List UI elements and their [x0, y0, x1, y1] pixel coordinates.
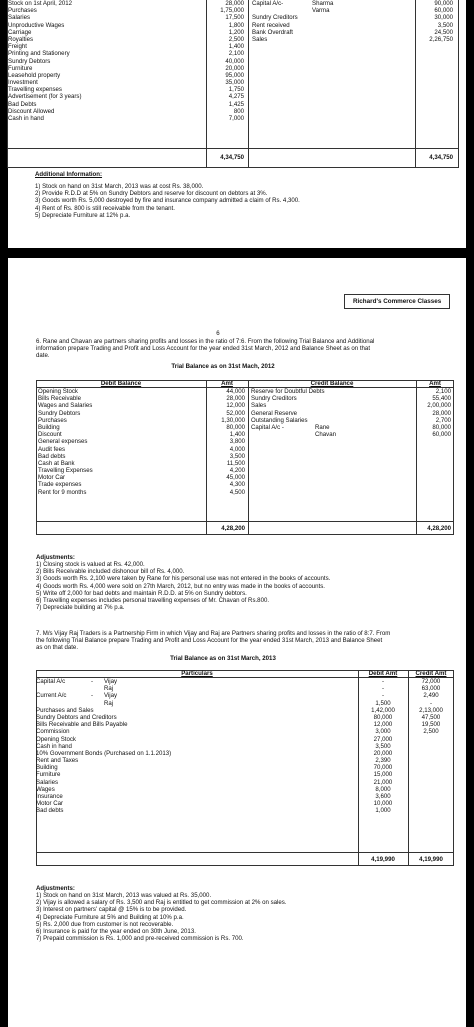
credit-row-label: General Reserve — [251, 409, 298, 417]
debit-row-amount: 17,500 — [225, 14, 244, 22]
row-particulars: Motor Car — [36, 800, 64, 808]
adjustment-item: 2) Bills Receivable included dishonour bill of Rs. 4,000. — [36, 568, 185, 576]
row-particulars: Salaries — [36, 778, 59, 786]
adjustment-item: 7) Prepaid commission is Rs. 1,000 and pre-received commission is Rs. 700. — [36, 935, 244, 943]
adjustment-item: 1) Stock on hand on 31st March, 2013 was valued at Rs. 35,000. — [36, 892, 212, 899]
debit-row-amount: 1,200 — [228, 28, 244, 36]
credit-row-label: Reserve for Doubtful Debts — [251, 388, 325, 395]
row-partner — [104, 771, 144, 778]
additional-info-heading: Additional Information: — [35, 171, 103, 178]
credit-row-partner — [312, 29, 372, 36]
debit-row-label: Travelling Expenses — [38, 467, 93, 475]
debit-row-label: Motor Car — [38, 474, 66, 482]
credit-row-partner — [315, 395, 375, 402]
row-debit-amount: 12,000 — [373, 721, 393, 729]
row-particulars: Building — [36, 764, 58, 772]
adjustment-item: 7) Depreciate building at 7% p.a. — [36, 604, 125, 612]
debit-row-amount: 7,000 — [228, 115, 244, 122]
row-credit-amount — [408, 750, 454, 757]
row-particulars: Bills Receivable and Bills Payable — [36, 721, 128, 729]
row-debit-amount: 8,000 — [375, 785, 391, 793]
row-dash — [91, 807, 101, 814]
debit-row-amount: 4,300 — [229, 481, 245, 489]
credit-row-amount: 80,000 — [432, 423, 451, 431]
row-particulars: Bad debts — [36, 807, 64, 815]
debit-row-amount: 1,800 — [228, 21, 244, 29]
credit-row-partner — [315, 417, 375, 424]
question-6-text — [36, 338, 374, 360]
row-debit-amount: 2,390 — [375, 757, 391, 765]
row-particulars — [36, 685, 276, 692]
debit-row-label: Trade expenses — [38, 481, 82, 489]
credit-row-label: Sundry Creditors — [251, 395, 297, 403]
row-partner: Vijay — [104, 678, 118, 685]
row-partner: Raj — [104, 685, 114, 693]
credit-row-label: Sales — [251, 402, 267, 410]
credit-row-partner — [312, 14, 372, 21]
credit-row-amount: 2,26,750 — [429, 35, 453, 43]
debit-row-amount: 1,400 — [228, 43, 244, 51]
row-credit-amount — [408, 736, 454, 743]
adjustment-item: 3) Goods worth Rs. 2,100 were taken by Rane for his personal use was not entered in the books of accounts. — [36, 575, 331, 583]
row-dash — [91, 714, 101, 721]
row-debit-amount: 1,42,000 — [371, 706, 395, 714]
row-credit-amount — [408, 779, 454, 786]
credit-total: 4,34,750 — [429, 154, 453, 161]
row-partner — [104, 757, 144, 764]
credit-row-amount: 60,000 — [434, 7, 453, 15]
row-debit-amount: 1,000 — [375, 807, 391, 815]
row-credit-amount: 72,000 — [421, 678, 441, 685]
debit-row-label: Discount — [38, 431, 62, 439]
adjustment-item: 2) Vijay is allowed a salary of Rs. 3,500 and Raj is entitled to get commission at 2% on sales. — [36, 899, 287, 907]
question-text-line: information prepare Trading and Profit and Loss Account for the year ended 31st March, 2012 and Balance Sheet as on that — [36, 345, 371, 353]
row-dash — [91, 721, 101, 728]
debit-row-amount: 20,000 — [225, 64, 244, 72]
page-number: 6 — [216, 330, 220, 337]
debit-row-label: Audit fees — [38, 445, 66, 453]
row-particulars: Insurance — [36, 793, 63, 800]
additional-info-item: 5) Depreciate Furniture at 12% p.a. — [35, 211, 131, 219]
question-7-text — [36, 630, 390, 652]
debit-row-amount: 11,500 — [226, 459, 245, 467]
debit-row-amount: 4,000 — [229, 445, 245, 453]
debit-row-label: Advertisement (for 3 years) — [8, 93, 82, 101]
debit-row-label: Building — [38, 423, 60, 431]
question-text-line: the following Trial Balance prepare Trading and Profit and Loss Account for the year ended 31st March, 2013 and Balance Sheet — [36, 637, 383, 645]
debit-row-label: Wages and Salaries — [38, 402, 93, 410]
row-debit-amount: 10,000 — [373, 800, 393, 808]
q7-credit-total: 4,19,990 — [419, 856, 443, 863]
q7-table-title: Trial Balance as on 31st March, 2013 — [170, 655, 276, 662]
debit-row-label: Bills Receivable — [38, 395, 82, 403]
q6-header-debit: Debit Balance — [100, 380, 142, 387]
debit-row-label: Travelling expenses — [8, 86, 62, 94]
row-particulars: Wages — [36, 785, 55, 793]
row-particulars: Cash in hand — [36, 742, 72, 750]
row-credit-amount — [408, 743, 454, 750]
credit-row-label: Sundry Creditors — [252, 14, 298, 22]
credit-row-amount: 2,100 — [435, 388, 451, 395]
debit-row-label: Sundry Debtors — [38, 409, 81, 417]
row-dash — [91, 736, 101, 743]
adjustment-item: 6) Travelling expenses includes personal travelling expenses of Mr. Chavan of Rs.800. — [36, 597, 270, 605]
row-partner — [104, 807, 144, 814]
debit-row-label: Cash at Bank — [38, 459, 75, 467]
adjustment-item: 6) Insurance is paid for the year ended on 30th June, 2013. — [36, 928, 196, 936]
row-partner — [104, 786, 144, 793]
credit-row-partner: Sharma — [312, 0, 334, 7]
q7-debit-total: 4,19,990 — [371, 856, 395, 863]
row-dash — [91, 728, 101, 735]
debit-row-amount: 4,500 — [229, 488, 245, 496]
row-dash — [91, 700, 101, 707]
row-debit-amount: 80,000 — [373, 713, 393, 721]
debit-row-amount: 1,750 — [228, 86, 244, 94]
debit-row-amount: 12,000 — [226, 402, 245, 410]
row-credit-amount: 2,13,000 — [419, 706, 443, 714]
debit-row-amount: 1,30,000 — [221, 416, 245, 424]
debit-row-amount: 4,200 — [229, 467, 245, 475]
debit-row-label: Leasehold property — [8, 71, 61, 79]
row-partner — [104, 800, 144, 807]
q7-header-debit: Debit Amt — [368, 670, 398, 677]
credit-row-partner: Rane — [315, 423, 330, 431]
row-dash — [91, 800, 101, 807]
debit-row-amount: 2,500 — [228, 35, 244, 43]
credit-row-partner — [315, 410, 375, 417]
row-debit-amount: 1,500 — [375, 699, 391, 707]
adjustment-item: 1) Closing stock is valued at Rs. 42,000. — [36, 561, 145, 568]
debit-row-amount: 1,400 — [229, 431, 245, 439]
q6-adjustments-heading: Adjustments: — [36, 554, 75, 561]
q6-debit-total: 4,28,200 — [221, 525, 245, 532]
row-credit-amount — [408, 800, 454, 807]
debit-row-label: Unproductive Wages — [8, 21, 65, 29]
adjustment-item: 4) Depreciate Furniture at 5% and Building at 10% p.a. — [36, 913, 184, 921]
credit-row-amount: 24,500 — [434, 28, 453, 36]
debit-row-amount: 28,000 — [225, 0, 244, 7]
credit-row-amount: 90,000 — [434, 0, 453, 7]
debit-row-label: Royalties — [8, 35, 34, 43]
question-text-line: date. — [36, 352, 50, 360]
debit-row-amount: 45,000 — [226, 474, 245, 482]
row-particulars: Commission — [36, 728, 70, 736]
row-credit-amount: 47,500 — [421, 713, 441, 721]
debit-row-label: Freight — [8, 43, 27, 51]
q7-adjustments-heading: Adjustments: — [36, 885, 75, 892]
q7-header-particulars: Particulars — [181, 670, 213, 677]
row-partner — [104, 714, 144, 721]
row-debit-amount: 15,000 — [373, 771, 393, 779]
row-partner: Vijay — [104, 692, 118, 700]
adjustment-item: 5) Write off 2,000 for bad debts and maintain R.D.D. at 5% on Sundry debtors. — [36, 589, 247, 597]
row-particulars — [36, 700, 276, 707]
row-particulars: Capital A/c — [36, 678, 66, 685]
row-dash — [91, 743, 101, 750]
row-partner — [104, 764, 144, 771]
credit-row-partner: Chavan — [315, 431, 337, 439]
debit-row-label: General expenses — [38, 438, 88, 446]
row-debit-amount: 20,000 — [373, 749, 393, 757]
debit-row-label: Bad debts — [38, 452, 66, 460]
credit-row-amount: 60,000 — [432, 431, 451, 439]
debit-row-amount: 3,500 — [229, 452, 245, 460]
debit-row-amount: 800 — [233, 107, 244, 115]
credit-row-amount: 3,500 — [437, 21, 453, 29]
row-debit-amount: 27,000 — [373, 735, 393, 743]
row-particulars: Sundry Debtors and Creditors — [36, 713, 117, 721]
row-partner — [104, 779, 144, 786]
credit-row-label: Sales — [252, 35, 268, 43]
row-credit-amount: 19,500 — [421, 721, 441, 729]
q6-header-amt1: Amt — [221, 380, 233, 387]
additional-info-item: 4) Rent of Rs. 800 is still receivable from the tenant. — [35, 204, 175, 212]
row-credit-amount: - — [429, 699, 433, 707]
q7-header-credit: Credit Amt — [415, 670, 447, 677]
row-debit-amount: 21,000 — [373, 778, 393, 786]
adjustment-item: 4) Goods worth Rs. 4,000 were sold on 27th March, 2012, but no entry was made in the books of accounts. — [36, 582, 325, 590]
adjustment-item: 3) Interest on partners' capital @ 15% is to be provided. — [36, 906, 187, 914]
row-dash: - — [91, 678, 94, 685]
row-particulars: Rent and Taxes — [36, 757, 79, 765]
row-debit-amount: 3,600 — [375, 793, 391, 800]
question-text-line: 6. Rane and Chavan are partners sharing profits and losses in the ratio of 7:6. From the following Trial Balance and Additional — [36, 338, 375, 345]
row-dash — [91, 764, 101, 771]
row-particulars: Current A/c — [36, 692, 67, 700]
credit-row-amount: 30,000 — [434, 14, 453, 22]
row-partner — [104, 743, 144, 750]
debit-row-label: Cash in hand — [8, 115, 44, 122]
debit-row-label: Carriage — [8, 28, 32, 36]
question-text-line: as on that date. — [36, 644, 79, 652]
row-debit-amount: 3,000 — [375, 728, 391, 736]
additional-info-item: 1) Stock on hand on 31st March, 2013 was at cost Rs. 38,000. — [35, 183, 204, 190]
row-partner — [104, 721, 144, 728]
row-dash — [91, 793, 101, 800]
additional-info-item: 3) Goods worth Rs. 5,000 destroyed by fire and insurance company admitted a claim of Rs. 4,300. — [35, 197, 300, 205]
credit-row-amount: 2,700 — [435, 416, 451, 424]
q6-table-title: Trial Balance as on 31st Mach, 2012 — [171, 363, 275, 370]
row-partner: Raj — [104, 699, 114, 707]
row-dash — [91, 779, 101, 786]
row-credit-amount — [408, 757, 454, 764]
row-dash — [91, 750, 101, 757]
debit-row-amount: 80,000 — [226, 423, 245, 431]
row-credit-amount — [408, 764, 454, 771]
row-credit-amount — [408, 771, 454, 778]
row-dash — [91, 757, 101, 764]
q6-header-credit: Credit Balance — [310, 380, 354, 387]
row-credit-amount — [408, 786, 454, 793]
debit-row-amount: 28,000 — [226, 395, 245, 403]
row-debit-amount: - — [381, 685, 385, 693]
debit-row-amount: 3,800 — [229, 438, 245, 446]
debit-row-label: Rent for 9 months — [38, 488, 87, 496]
debit-row-amount: 35,000 — [225, 79, 244, 87]
row-debit-amount: 3,500 — [375, 742, 391, 750]
row-dash — [91, 786, 101, 793]
additional-info-list — [35, 183, 300, 219]
row-dash — [91, 707, 101, 714]
row-partner — [104, 728, 144, 735]
credit-row-label: Rent received — [252, 21, 290, 29]
adjustment-item: 5) Rs. 2,000 due from customer is not recoverable. — [36, 920, 174, 928]
row-particulars: 10% Government Bonds (Purchased on 1.1.2013) — [36, 749, 172, 757]
row-dash: - — [91, 692, 94, 700]
row-debit-amount: - — [381, 678, 385, 685]
credit-row-amount: 2,00,000 — [427, 402, 451, 410]
debit-row-label: Furniture — [8, 64, 33, 72]
debit-row-amount: 95,000 — [225, 71, 244, 79]
row-particulars: Opening Stock — [36, 735, 76, 743]
q6-adjustments-list — [36, 561, 330, 611]
credit-row-label: Capital A/c- — [252, 0, 284, 7]
credit-row-amount: 55,400 — [432, 395, 451, 403]
credit-row-label: Capital A/c - — [251, 423, 284, 431]
row-particulars: Furniture — [36, 771, 61, 779]
debit-row-label: Printing and Stationery — [8, 50, 70, 58]
credit-row-label: Outstanding Salaries — [251, 416, 308, 424]
debit-row-amount: 44,000 — [226, 388, 245, 395]
credit-row-amount: 28,000 — [432, 409, 451, 417]
row-partner — [104, 793, 144, 800]
row-partner — [104, 736, 144, 743]
row-credit-amount — [408, 793, 454, 800]
question-text-line: 7. M/s Vijay Raj Traders is a Partnership Firm in which Vijay and Raj are Partners sharing profits and losses in the ratio of 8:7. From — [36, 630, 391, 637]
debit-row-label: Stock on 1st April, 2012 — [8, 0, 73, 7]
row-partner — [104, 707, 144, 714]
row-particulars: Purchases and Sales — [36, 706, 94, 714]
debit-row-amount: 1,425 — [228, 100, 244, 108]
credit-row-partner: Varma — [312, 7, 330, 15]
debit-row-label: Discount Allowed — [8, 107, 55, 115]
debit-row-label: Opening Stock — [38, 388, 78, 395]
page-1 — [8, 0, 466, 248]
credit-row-partner — [312, 22, 372, 29]
row-partner — [104, 750, 144, 757]
debit-row-label: Investment — [8, 79, 38, 87]
debit-row-label: Sundry Debtors — [8, 57, 51, 65]
row-debit-amount: 70,000 — [373, 764, 393, 772]
credit-row-partner — [315, 388, 375, 395]
debit-total: 4,34,750 — [220, 154, 244, 161]
credit-row-partner — [315, 402, 375, 409]
additional-info-item: 2) Provide R.D.D at 5% on Sundry Debtors and reserve for discount on debtors at 3%. — [35, 190, 268, 198]
debit-row-label: Purchases — [38, 416, 67, 424]
credit-row-partner — [312, 36, 372, 43]
debit-row-amount: 2,100 — [228, 50, 244, 58]
header-box: Richard's Commerce Classes — [344, 294, 450, 309]
page-2 — [8, 258, 466, 1027]
row-credit-amount: 63,000 — [421, 685, 441, 693]
debit-row-amount: 52,000 — [226, 409, 245, 417]
q6-header-amt2: Amt — [429, 380, 441, 387]
row-debit-amount: - — [381, 692, 385, 700]
row-credit-amount — [408, 807, 454, 814]
q7-adjustments-list — [36, 892, 287, 942]
row-dash — [91, 771, 101, 778]
credit-row-label: Bank Overdraft — [252, 28, 293, 36]
row-credit-amount: 2,500 — [423, 728, 439, 736]
row-credit-amount: 2,490 — [423, 692, 439, 700]
debit-row-label: Bad Debts — [8, 100, 37, 108]
debit-row-amount: 1,75,000 — [220, 7, 244, 15]
q6-credit-total: 4,28,200 — [427, 525, 451, 532]
debit-row-amount: 4,275 — [228, 93, 244, 101]
debit-row-label: Salaries — [8, 14, 31, 22]
row-dash — [91, 685, 101, 692]
debit-row-label: Purchases — [8, 7, 37, 15]
debit-row-amount: 40,000 — [225, 57, 244, 65]
